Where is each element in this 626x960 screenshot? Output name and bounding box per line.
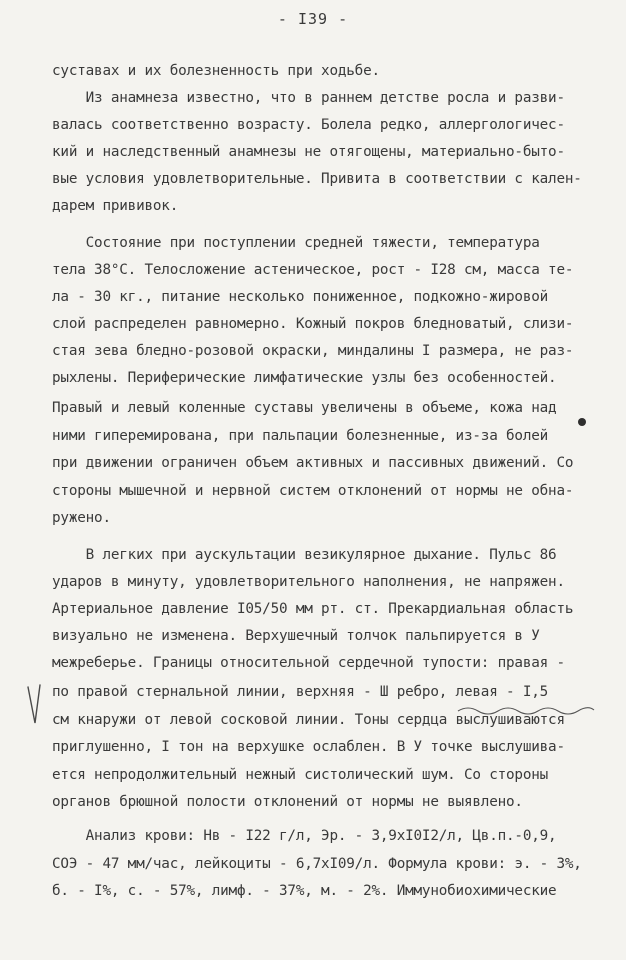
text-line: рыхлены. Периферические лимфатические узлы без особенностей. — [52, 370, 557, 386]
text-line: Правый и левый коленные суставы увеличены в объеме, кожа над — [52, 400, 557, 416]
text-line: Анализ крови: Нв - I22 г/л, Эр. - 3,9хI0I2/л, Цв.п.-0,9, — [52, 828, 557, 844]
text-line: визуально не изменена. Верхушечный толчок пальпируется в У — [52, 628, 540, 644]
text-line: В легких при аускультации везикулярное дыхание. Пульс 86 — [52, 547, 557, 563]
text-line: стая зева бледно-розовой окраски, миндалины I размера, не раз- — [52, 343, 574, 359]
handwritten-underline — [456, 702, 596, 716]
page-number: - I39 - — [277, 10, 349, 28]
text-line: Состояние при поступлении средней тяжести, температура — [52, 235, 540, 251]
handwritten-check-mark — [26, 683, 42, 727]
text-line: б. - I%, с. - 57%, лимф. - 37%, м. - 2%. Иммунобиохимические — [52, 883, 557, 899]
text-line: Артериальное давление I05/50 мм рт. ст. Прекардиальная область — [52, 601, 574, 617]
text-line: вые условия удовлетворительные. Привита в соответствии с кален- — [52, 171, 582, 187]
text-line: валась соответственно возрасту. Болела редко, аллергологичес- — [52, 117, 565, 133]
text-line: ударов в минуту, удовлетворительного наполнения, не напряжен. — [52, 574, 565, 590]
text-line: ла - 30 кг., питание несколько пониженное, подкожно-жировой — [52, 289, 549, 305]
text-line: суставах и их болезненность при ходьбе. — [52, 63, 380, 79]
text-line: приглушенно, I тон на верхушке ослаблен. В У точке выслушива- — [52, 739, 565, 755]
text-line: органов брюшной полости отклонений от нормы не выявлено. — [52, 794, 523, 810]
text-line: тела 38°С. Телосложение астеническое, рост - I28 см, масса те- — [52, 262, 574, 278]
text-line: стороны мышечной и нервной систем отклонений от нормы не обна- — [52, 483, 574, 499]
text-line: по правой стернальной линии, верхняя - Ш ребро, левая - I,5 — [52, 684, 549, 700]
text-line: кий и наследственный анамнезы не отягощены, материально-быто- — [52, 144, 565, 160]
text-line: Из анамнеза известно, что в раннем детстве росла и разви- — [52, 90, 565, 106]
text-line: межреберье. Границы относительной сердечной тупости: правая - — [52, 655, 565, 671]
text-line: ется непродолжительный нежный систолический шум. Со стороны — [52, 767, 549, 783]
text-line: слой распределен равномерно. Кожный покров бледноватый, слизи- — [52, 316, 574, 332]
text-line: см кнаружи от левой сосковой линии. Тоны сердца выслушиваются — [52, 712, 565, 728]
text-line: ружено. — [52, 510, 111, 526]
text-line: при движении ограничен объем активных и пассивных движений. Со — [52, 455, 574, 471]
ink-dot-mark — [578, 418, 586, 426]
text-line: ними гиперемирована, при пальпации болезненные, из-за болей — [52, 428, 549, 444]
text-line: дарем прививок. — [52, 198, 179, 214]
text-line: СОЭ - 47 мм/час, лейкоциты - 6,7хI09/л. Формула крови: э. - 3%, — [52, 856, 582, 872]
